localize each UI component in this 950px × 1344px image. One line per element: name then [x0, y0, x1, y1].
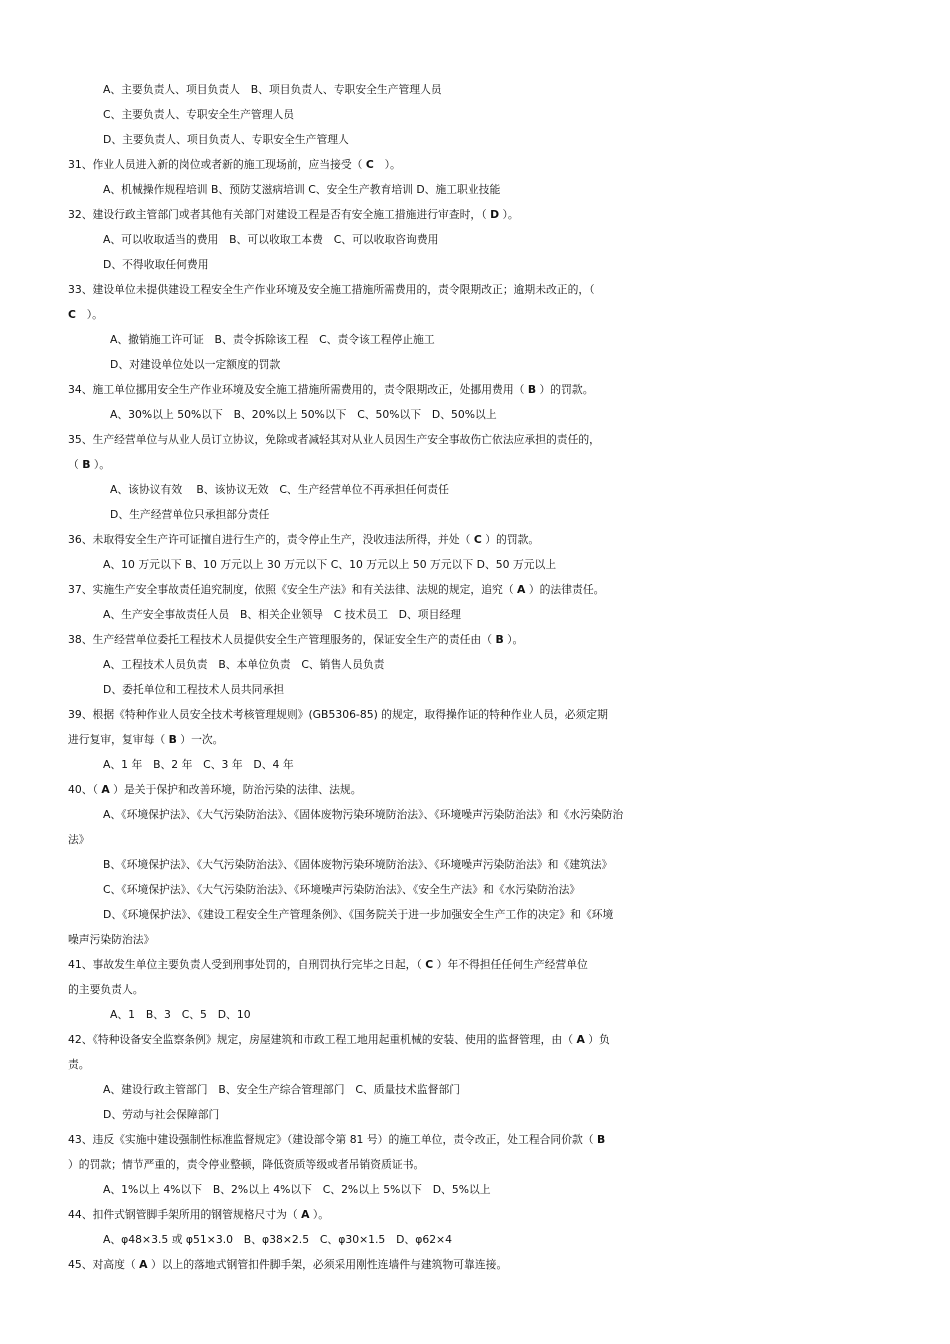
answer-letter: A [301, 1208, 310, 1221]
text-line: D、《环境保护法》、《建设工程安全生产管理条例》、《国务院关于进一步加强安全生产工作的决定》和《环境 [103, 908, 614, 921]
text-line: A、机械操作规程培训 B、预防艾滋病培训 C、安全生产教育培训 D、施工职业技能 [103, 183, 501, 196]
text-line: 法》 [68, 833, 90, 846]
question-36: 36、未取得安全生产许可证擅自进行生产的，责令停止生产，没收违法所得，并处（ C ）的罚款。 [68, 533, 540, 546]
text-line: A、《环境保护法》、《大气污染防治法》、《固体废物污染环境防治法》、《环境噪声污染防治法》和《水污染防治 [103, 808, 624, 821]
answer-letter: B [495, 633, 504, 646]
answer-letter: B [597, 1133, 606, 1146]
answer-letter: C [68, 308, 76, 321]
answer-letter: C [365, 158, 374, 171]
answer-letter: D [490, 208, 500, 221]
answer-letter: C [473, 533, 482, 546]
text-line: A、建设行政主管部门 B、安全生产综合管理部门 C、质量技术监督部门 [103, 1083, 461, 1096]
text-line: C、《环境保护法》、《大气污染防治法》、《环境噪声污染防治法》、《安全生产法》和《水污染防治法》 [103, 883, 581, 896]
question-38: 38、生产经营单位委托工程技术人员提供安全生产管理服务的，保证安全生产的责任由（ B ）。 [68, 633, 524, 646]
question-31: 31、作业人员进入新的岗位或者新的施工现场前，应当接受（ C ）。 [68, 158, 401, 171]
text-line: C ）。 [68, 308, 103, 321]
text-line: A、生产安全事故责任人员 B、相关企业领导 C 技术员工 D、项目经理 [103, 608, 461, 621]
text-line: A、φ48×3.5 或 φ51×3.0 B、φ38×2.5 C、φ30×1.5 D、φ62×4 [103, 1233, 452, 1246]
text-line: B、《环境保护法》、《大气污染防治法》、《固体废物污染环境防治法》、《环境噪声污染防治法》和《建筑法》 [103, 858, 613, 871]
text-line: A、工程技术人员负责 B、本单位负责 C、销售人员负责 [103, 658, 385, 671]
answer-letter: B [168, 733, 177, 746]
question-32: 32、建设行政主管部门或者其他有关部门对建设工程是否有安全施工措施进行审查时，（ D ）。 [68, 208, 519, 221]
answer-letter: A [139, 1258, 148, 1271]
text-line: 责。 [68, 1058, 90, 1071]
text-line: D、对建设单位处以一定额度的罚款 [110, 358, 281, 371]
text-line: D、主要负责人、项目负责人、专职安全生产管理人 [103, 133, 349, 146]
question-33: 33、建设单位未提供建设工程安全生产作业环境及安全施工措施所需费用的，责令限期改正；逾期未改正的，（ [68, 283, 595, 296]
text-line: A、1 年 B、2 年 C、3 年 D、4 年 [103, 758, 294, 771]
text-line: A、1 B、3 C、5 D、10 [110, 1008, 251, 1021]
answer-letter: C [425, 958, 434, 971]
answer-letter: A [101, 783, 110, 796]
text-line: A、可以收取适当的费用 B、可以收取工本费 C、可以收取咨询费用 [103, 233, 439, 246]
question-35: 35、生产经营单位与从业人员订立协议，免除或者减轻其对从业人员因生产安全事故伤亡依法应承担的责任的， [68, 433, 600, 446]
question-44: 44、扣件式钢管脚手架所用的钢管规格尺寸为（ A ）。 [68, 1208, 330, 1221]
question-42: 42、《特种设备安全监察条例》规定，房屋建筑和市政工程工地用起重机械的安装、使用的监督管理，由（ A ）负 [68, 1033, 610, 1046]
text-line: A、1%以上 4%以下 B、2%以上 4%以下 C、2%以上 5%以下 D、5%以上 [103, 1183, 491, 1196]
text-line: 进行复审，复审每（ B ）一次。 [68, 733, 224, 746]
text-line: ）的罚款；情节严重的，责令停业整顿，降低资质等级或者吊销资质证书。 [68, 1158, 425, 1171]
text-line: A、10 万元以下 B、10 万元以上 30 万元以下 C、10 万元以上 50 万元以下 D、50 万元以上 [103, 558, 557, 571]
question-41: 41、事故发生单位主要负责人受到刑事处罚的，自刑罚执行完毕之日起，（ C ）年不得担任任何生产经营单位 [68, 958, 588, 971]
question-40: 40、（ A ）是关于保护和改善环境，防治污染的法律、法规。 [68, 783, 362, 796]
question-39: 39、根据《特种作业人员安全技术考核管理规则》(GB5306-85) 的规定，取得操作证的特种作业人员，必须定期 [68, 708, 608, 721]
question-37: 37、实施生产安全事故责任追究制度，依照《安全生产法》和有关法律、法规的规定，追究（ A ）的法律责任。 [68, 583, 605, 596]
text-line: A、30%以上 50%以下 B、20%以上 50%以下 C、50%以下 D、50%以上 [110, 408, 497, 421]
text-line: D、不得收取任何费用 [103, 258, 209, 271]
text-line: （ B ）。 [68, 458, 111, 471]
answer-letter: B [82, 458, 91, 471]
text-line: D、劳动与社会保障部门 [103, 1108, 220, 1121]
text-line: 噪声污染防治法》 [68, 933, 155, 946]
question-34: 34、施工单位挪用安全生产作业环境及安全施工措施所需费用的，责令限期改正，处挪用费用（ B ）的罚款。 [68, 383, 594, 396]
answer-letter: A [517, 583, 526, 596]
text-line: D、生产经营单位只承担部分责任 [110, 508, 270, 521]
text-line: D、委托单位和工程技术人员共同承担 [103, 683, 285, 696]
text-line: A、撤销施工许可证 B、责令拆除该工程 C、责令该工程停止施工 [110, 333, 435, 346]
text-line: A、主要负责人、项目负责人 B、项目负责人、专职安全生产管理人员 [103, 83, 442, 96]
answer-letter: B [527, 383, 537, 396]
question-43: 43、违反《实施中建设强制性标准监督规定》（建设部令第 81 号）的施工单位，责令改正，处工程合同价款（ B [68, 1133, 606, 1146]
text-line: A、该协议有效 B、该协议无效 C、生产经营单位不再承担任何责任 [110, 483, 449, 496]
text-line: C、主要负责人、专职安全生产管理人员 [103, 108, 295, 121]
text-line: 的主要负责人。 [68, 983, 144, 996]
answer-letter: A [576, 1033, 585, 1046]
question-45: 45、对高度（ A ）以上的落地式钢管扣件脚手架，必须采用刚性连墙件与建筑物可靠连接。 [68, 1258, 508, 1271]
